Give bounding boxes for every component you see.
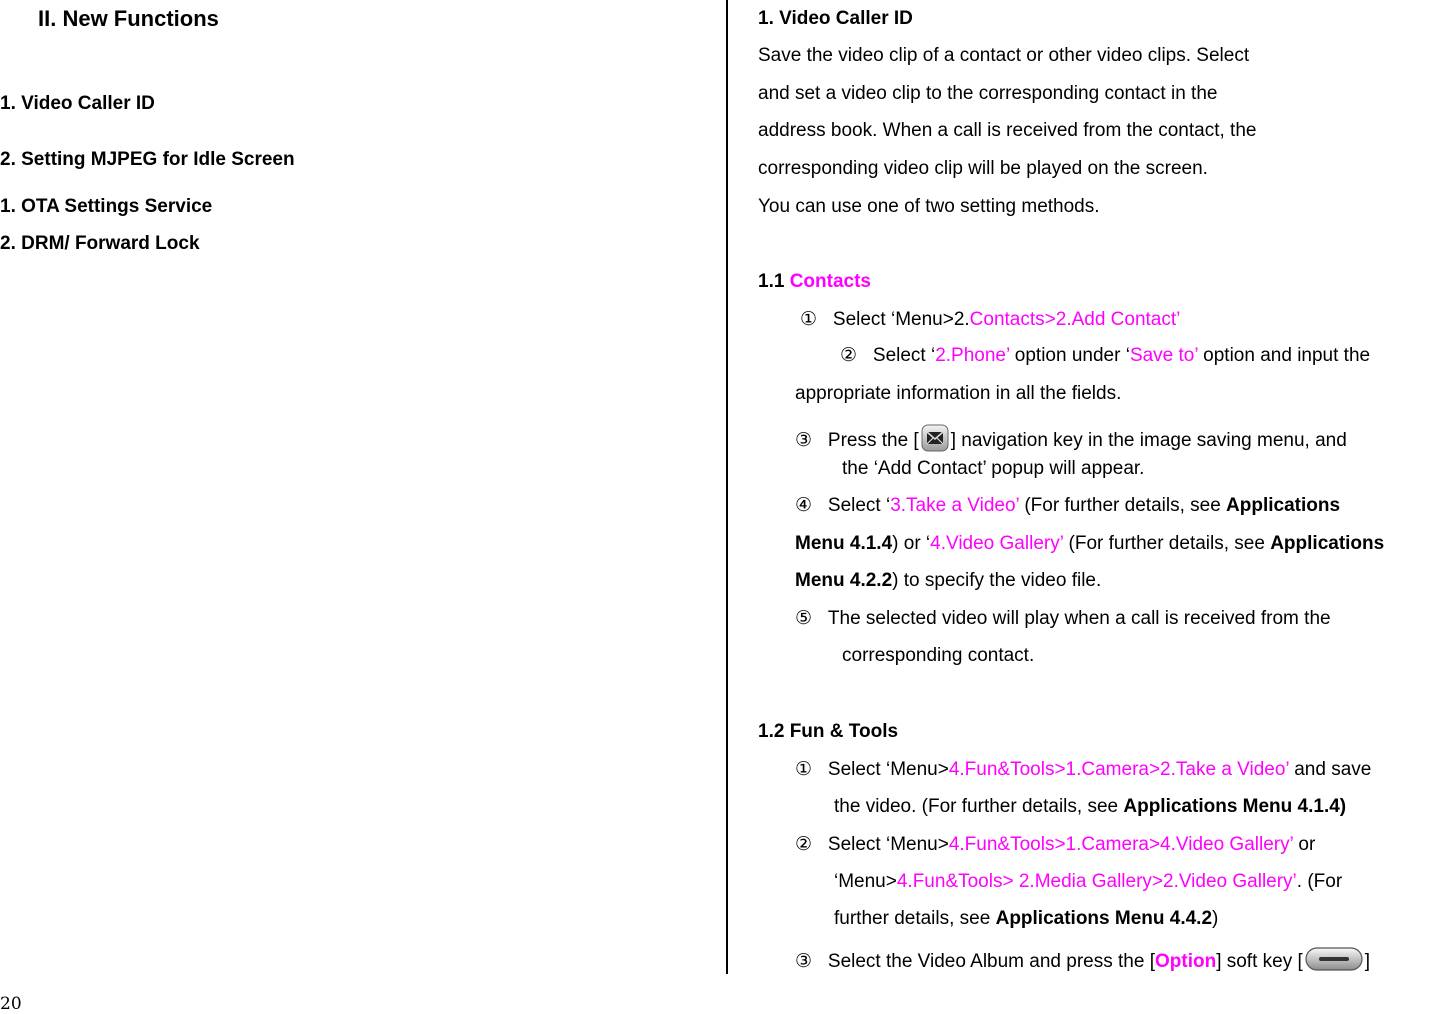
step-4-line3 <box>795 570 1101 592</box>
intro-line: Save the video clip of a contact or other video clips. Select <box>758 45 1250 66</box>
step-2 <box>840 345 1370 367</box>
menu-path: 4.Fun&Tools>1.Camera>2.Take a Video’ <box>948 759 1289 780</box>
soft-key-icon <box>1305 946 1363 972</box>
step-2-cont: appropriate information in all the fields. <box>795 383 1122 404</box>
step-3 <box>795 424 1347 452</box>
toc-item: 1. Video Caller ID <box>0 93 155 114</box>
step-marker: ② <box>840 345 858 366</box>
fun-step-2-line3 <box>834 908 1218 930</box>
step-text: Select ‘Menu> <box>827 759 949 780</box>
reference: Applications Menu 4.4.2 <box>995 908 1213 929</box>
toc-item: 1. OTA Settings Service <box>0 196 213 217</box>
menu-path: Save to’ <box>1129 345 1198 366</box>
menu-path: 3.Take a Video’ <box>890 495 1020 516</box>
step-1 <box>800 309 1180 331</box>
fun-step-1 <box>795 759 1371 781</box>
menu-path: Contacts>2.Add Contact’ <box>969 309 1181 330</box>
step-text: or <box>1293 834 1316 855</box>
subsection-title-contacts <box>758 271 871 293</box>
step-marker: ④ <box>795 495 813 516</box>
step-text: . (For <box>1296 871 1343 892</box>
section-title: 1. Video Caller ID <box>758 8 913 29</box>
step-marker: ① <box>795 759 813 780</box>
step-marker: ③ <box>795 430 813 451</box>
fun-step-3 <box>795 946 1370 973</box>
intro-line: You can use one of two setting methods. <box>758 196 1100 217</box>
page-title: II. New Functions <box>38 6 219 31</box>
step-text: option under ‘ <box>1009 345 1130 366</box>
step-text: Press the [ <box>827 430 919 451</box>
step-text: Select the Video Album and press the [ <box>827 951 1155 972</box>
step-text: ] soft key [ <box>1216 951 1303 972</box>
step-5-cont: corresponding contact. <box>842 645 1035 666</box>
fun-step-2-line2 <box>834 871 1342 893</box>
reference: Applications <box>1226 495 1341 516</box>
menu-path: 4.Fun&Tools> 2.Media Gallery>2.Video Gallery’ <box>896 871 1297 892</box>
step-4-line2 <box>795 533 1384 555</box>
step-marker: ① <box>800 309 818 330</box>
menu-path: 4.Video Gallery’ <box>930 533 1064 554</box>
envelope-icon <box>921 424 949 452</box>
step-text: option and input the <box>1197 345 1371 366</box>
subsection-title-fun-tools: 1.2 Fun & Tools <box>758 721 899 742</box>
step-text: further details, see <box>834 908 996 929</box>
step-text: (For further details, see <box>1019 495 1227 516</box>
fun-step-2 <box>795 834 1315 856</box>
step-text: ) <box>1212 908 1219 929</box>
step-text: and save <box>1288 759 1372 780</box>
menu-path: 2.Phone’ <box>935 345 1010 366</box>
step-text: the video. (For further details, see <box>834 796 1124 817</box>
step-text: ) or ‘ <box>892 533 931 554</box>
reference: Menu 4.1.4 <box>795 533 893 554</box>
step-marker: ② <box>795 834 813 855</box>
reference: Applications Menu 4.1.4) <box>1123 796 1347 817</box>
step-marker: ③ <box>795 951 813 972</box>
intro-line: corresponding video clip will be played on the screen. <box>758 158 1208 179</box>
step-text: (For further details, see <box>1063 533 1271 554</box>
page-number: 20 <box>0 994 22 1014</box>
menu-path: 4.Fun&Tools>1.Camera>4.Video Gallery’ <box>948 834 1294 855</box>
step-text: ‘Menu> <box>834 871 897 892</box>
step-4 <box>795 495 1340 517</box>
step-text: ) to specify the video file. <box>892 570 1102 591</box>
toc-item: 2. Setting MJPEG for Idle Screen <box>0 149 295 170</box>
option-label: Option <box>1154 951 1217 972</box>
step-text: ] <box>1364 951 1371 972</box>
toc-item: 2. DRM/ Forward Lock <box>0 233 200 254</box>
intro-line: address book. When a call is received from the contact, the <box>758 120 1257 141</box>
step-5 <box>795 608 1331 630</box>
step-text: Select ‘Menu>2. <box>832 309 970 330</box>
subsection-number: 1.1 <box>758 271 790 292</box>
step-text: Select ‘Menu> <box>827 834 949 855</box>
column-divider <box>726 0 728 974</box>
intro-line: and set a video clip to the corresponding contact in the <box>758 83 1218 104</box>
reference: Menu 4.2.2 <box>795 570 893 591</box>
step-text: The selected video will play when a call is received from the <box>827 608 1331 629</box>
reference: Applications <box>1270 533 1385 554</box>
subsection-name: Contacts <box>789 271 871 292</box>
fun-step-1-line2 <box>834 796 1346 818</box>
step-text: Select ‘ <box>872 345 936 366</box>
step-marker: ⑤ <box>795 608 813 629</box>
step-text: Select ‘ <box>827 495 891 516</box>
step-3-cont: the ‘Add Contact’ popup will appear. <box>842 458 1145 479</box>
step-text: ] navigation key in the image saving menu, and <box>950 430 1347 451</box>
